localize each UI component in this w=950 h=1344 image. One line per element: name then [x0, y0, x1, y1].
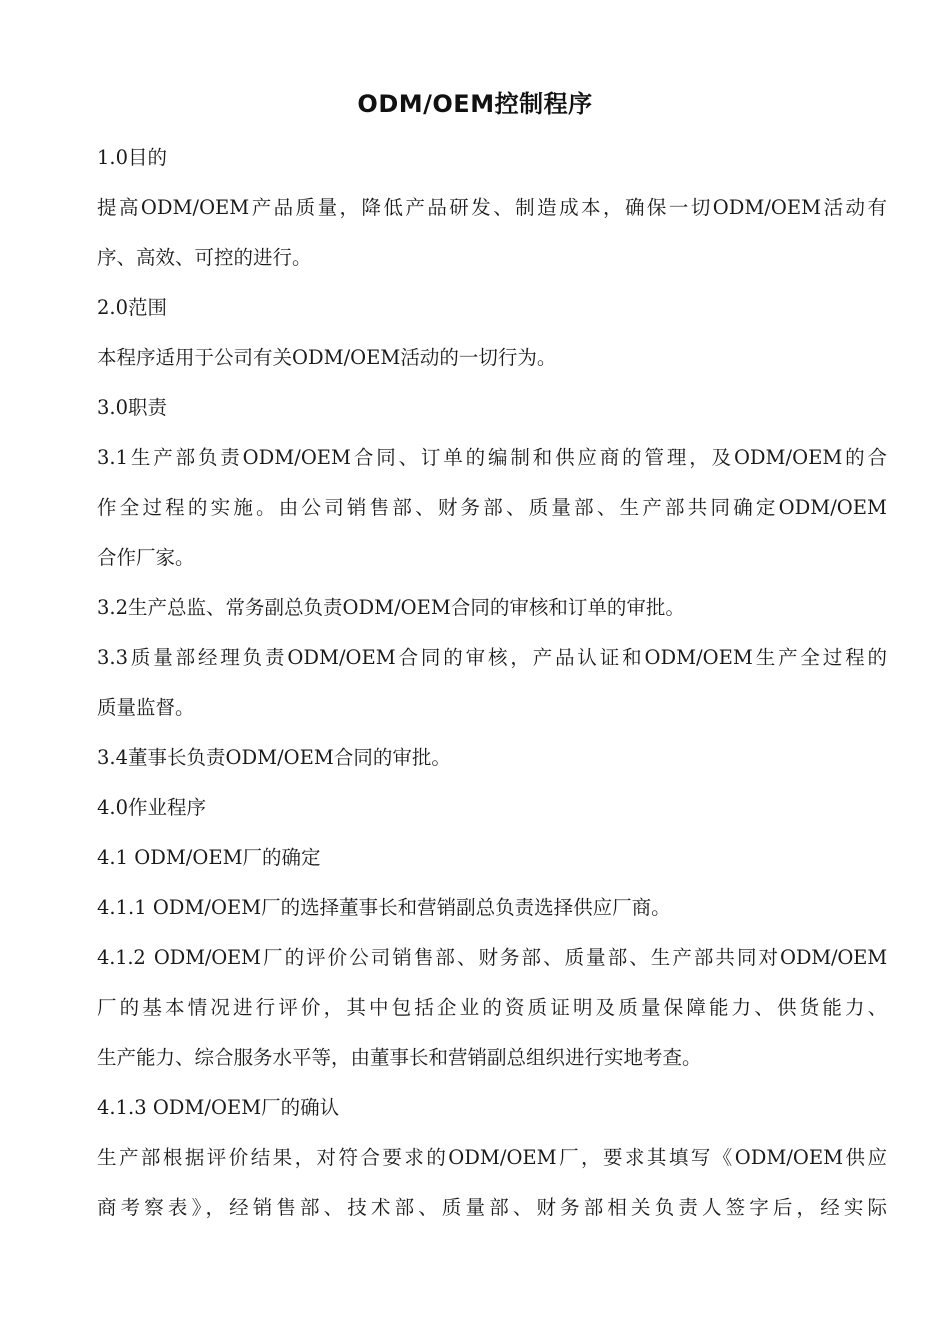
paragraph-line: 4.1.2 ODM/OEM厂的评价公司销售部、财务部、质量部、生产部共同对ODM/OEM	[97, 946, 887, 969]
paragraph-line: 3.3质量部经理负责ODM/OEM合同的审核，产品认证和ODM/OEM生产全过程的	[97, 646, 887, 669]
section-heading-purpose: 1.0目的	[97, 146, 168, 169]
section-heading-responsibilities: 3.0职责	[97, 396, 168, 419]
paragraph-line: 3.2生产总监、常务副总负责ODM/OEM合同的审核和订单的审批。	[97, 596, 685, 619]
paragraph-line: 3.1生产部负责ODM/OEM合同、订单的编制和供应商的管理，及ODM/OEM的合	[97, 446, 887, 469]
paragraph-line: 4.1.1 ODM/OEM厂的选择董事长和营销副总负责选择供应厂商。	[97, 896, 671, 919]
paragraph-line: 本程序适用于公司有关ODM/OEM活动的一切行为。	[97, 346, 557, 369]
section-heading-scope: 2.0范围	[97, 296, 168, 319]
paragraph-line: 序、高效、可控的进行。	[97, 246, 312, 269]
paragraph-line: 提高ODM/OEM产品质量，降低产品研发、制造成本，确保一切ODM/OEM活动有	[97, 196, 887, 219]
paragraph-line: 生产能力、综合服务水平等，由董事长和营销副总组织进行实地考查。	[97, 1046, 702, 1069]
paragraph-line: 生产部根据评价结果，对符合要求的ODM/OEM厂，要求其填写《ODM/OEM供应	[97, 1146, 887, 1169]
section-heading-procedure: 4.0作业程序	[97, 796, 207, 819]
document-body	[97, 133, 887, 1233]
subsection-heading: 4.1.3 ODM/OEM厂的确认	[97, 1096, 340, 1119]
paragraph-line: 商考察表》，经销售部、技术部、质量部、财务部相关负责人签字后，经实际	[97, 1196, 887, 1219]
document-title: ODM/OEM控制程序	[357, 90, 593, 118]
subsection-heading: 4.1 ODM/OEM厂的确定	[97, 846, 321, 869]
paragraph-line: 厂的基本情况进行评价，其中包括企业的资质证明及质量保障能力、供货能力、	[97, 996, 887, 1019]
paragraph-line: 3.4董事长负责ODM/OEM合同的审批。	[97, 746, 451, 769]
paragraph-line: 作全过程的实施。由公司销售部、财务部、质量部、生产部共同确定ODM/OEM	[97, 496, 887, 519]
paragraph-line: 合作厂家。	[97, 546, 195, 569]
paragraph-line: 质量监督。	[97, 696, 195, 719]
